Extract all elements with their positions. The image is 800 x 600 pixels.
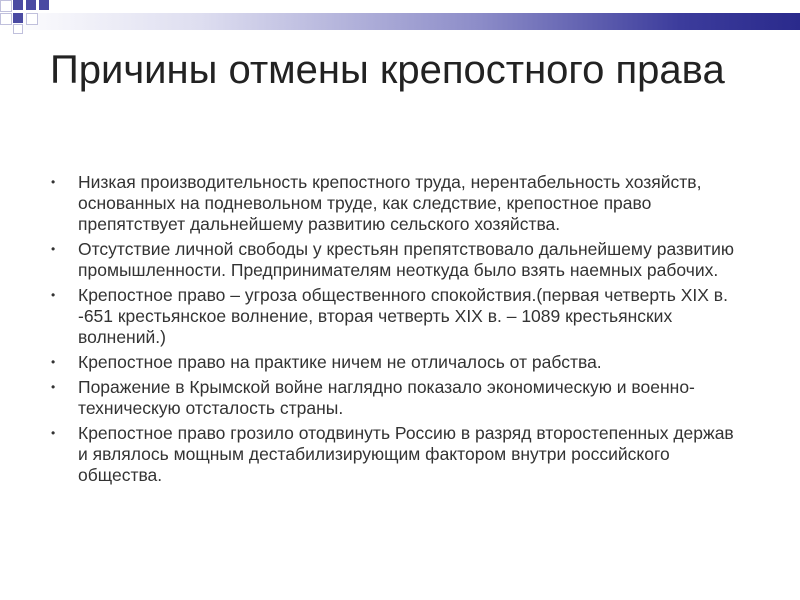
- bullet-icon: •: [51, 242, 56, 256]
- list-item: [48, 423, 748, 486]
- bullet-text: Низкая производительность крепостного труда, нерентабельность хозяйств, основанных на подневольном труде, как следствие, крепостное право препятствует дальнейшему развитию сельского хозяйства.: [78, 172, 702, 234]
- bullet-text: Отсутствие личной свободы у крестьян препятствовало дальнейшему развитию промышленности. Предпринимателям неоткуда было взять наемных рабочих.: [78, 239, 735, 280]
- list-item: [48, 172, 748, 235]
- decor-square-icon: [13, 24, 23, 34]
- decor-square-icon: [0, 13, 12, 25]
- bullet-text: Поражение в Крымской войне наглядно показало экономическую и военно-техническую отсталость страны.: [78, 377, 695, 418]
- list-item: [48, 352, 748, 373]
- bullet-icon: •: [51, 355, 56, 369]
- list-item: [48, 285, 748, 348]
- bullet-list: [48, 172, 748, 490]
- decor-square-icon: [26, 13, 38, 25]
- bullet-icon: •: [51, 175, 56, 189]
- list-item: [48, 377, 748, 419]
- gradient-band: [0, 13, 800, 30]
- decor-square-icon: [13, 13, 23, 23]
- bullet-icon: •: [51, 288, 56, 302]
- bullet-icon: •: [51, 426, 56, 440]
- bullet-icon: •: [51, 380, 56, 394]
- bullet-text: Крепостное право – угроза общественного спокойствия.(первая четверть XIX в. -651 крестьянское волнение, вторая четверть XIX в. – 1089 крестьянских волнений.): [78, 285, 728, 347]
- bullet-text: Крепостное право грозило отодвинуть Россию в разряд второстепенных держав и являлось мощным дестабилизирующим фактором внутри российского общества.: [78, 423, 734, 485]
- decor-square-icon: [26, 0, 36, 10]
- decor-square-icon: [13, 0, 23, 10]
- bullet-text: Крепостное право на практике ничем не отличалось от рабства.: [78, 352, 602, 372]
- decorative-top-bar: [0, 0, 800, 34]
- list-item: [48, 239, 748, 281]
- decor-square-icon: [39, 0, 49, 10]
- decor-square-icon: [0, 0, 12, 12]
- slide-title: Причины отмены крепостного права: [50, 48, 725, 92]
